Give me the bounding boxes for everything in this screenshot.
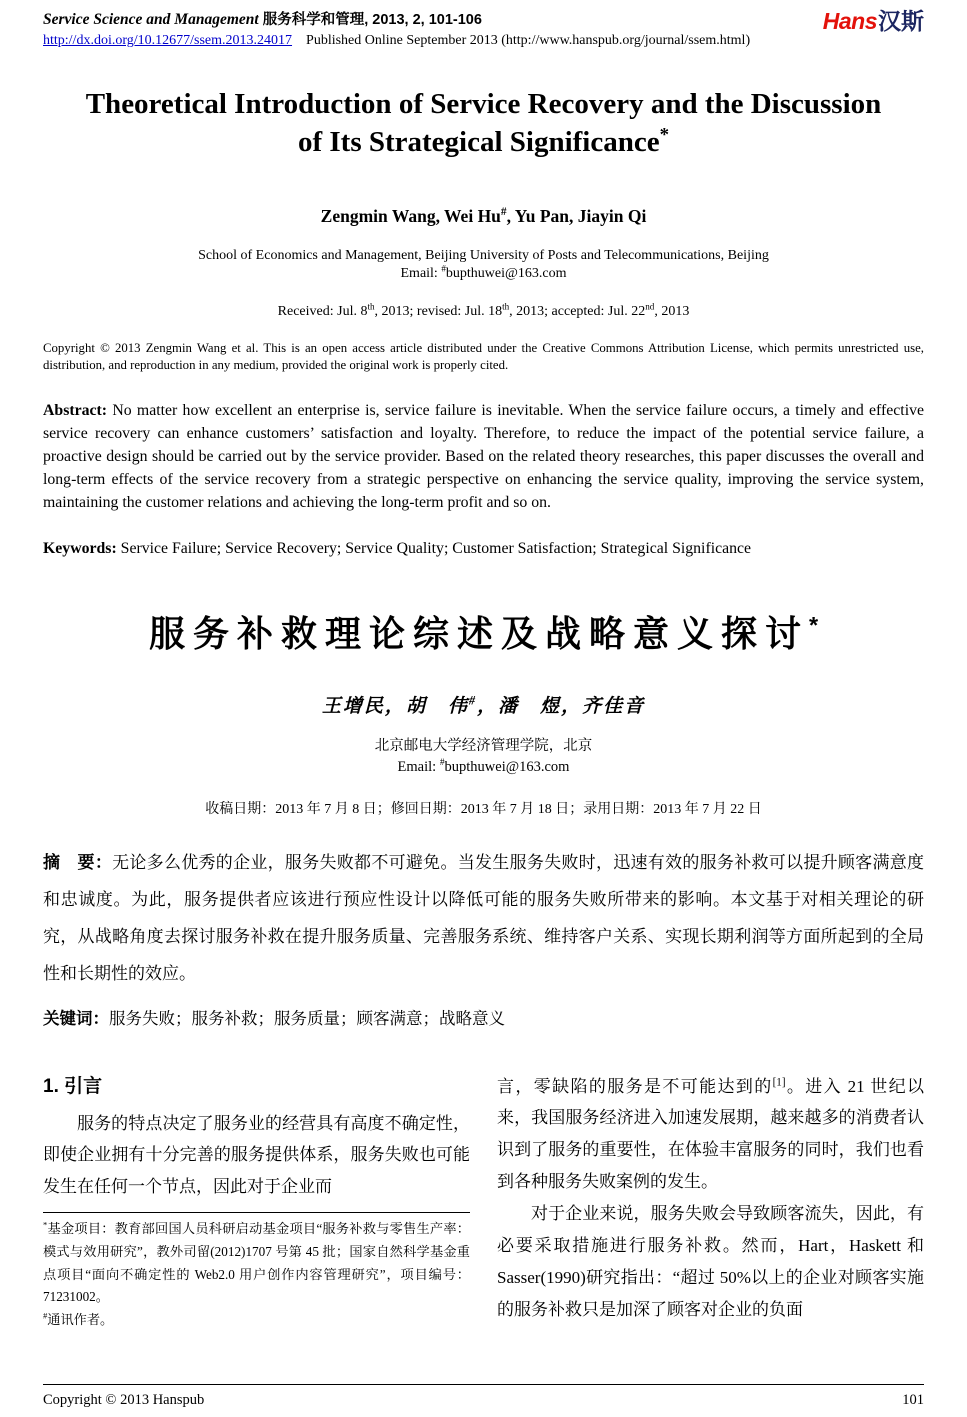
page-number: 101 [902, 1392, 924, 1408]
affiliation-zh-block [43, 736, 924, 778]
title-zh-footnote-marker: * [808, 611, 819, 638]
email-zh-label: Email: [397, 758, 440, 775]
journal-header [43, 8, 924, 49]
corresponding-author-marker-zh: # [468, 693, 478, 708]
received-ordinal1: th [367, 301, 375, 312]
received-seg3: , 2013; accepted: Jul. 22 [509, 304, 646, 320]
affiliation-zh: 北京邮电大学经济管理学院，北京 [374, 737, 593, 754]
published-info: Published Online September 2013 (http://www.hanspub.org/journal/ssem.html) [306, 33, 751, 48]
intro-paragraph-right-2: 对于企业来说，服务失败会导致顾客流失，因此，有必要采取措施进行服务补救。然而，Hart，Haskett 和 Sasser(1990)研究指出：“超过 50%以上的企业对顾客实施的服务补救只是加深了顾客对企业的负面 [497, 1204, 924, 1320]
received-ordinal3: nd [645, 301, 655, 312]
dates-zh: 收稿日期：2013 年 7 月 8 日；修回日期：2013 年 7 月 18 日；录用日期：2013 年 7 月 22 日 [205, 801, 762, 817]
hans-logo-chinese: 汉斯 [878, 8, 924, 34]
fund-footnote-text: 基金项目：教育部回国人员科研启动基金项目“服务补救与零售生产率：模式与效用研究”，教外司留(2012)1707 号第 45 批；国家自然科学基金重点项目“面向不确定性的 Web2.0 用户创作内容管理研究”，项目编号：71231002。 [43, 1221, 470, 1305]
journal-title-english: Service Science and Management [43, 11, 259, 28]
article-title-zh-text: 服务补救理论综述及战略意义探讨 [148, 612, 809, 654]
email-en-marker: # [441, 263, 446, 274]
keywords-en-label: Keywords: [43, 539, 117, 557]
article-title-en [79, 85, 889, 162]
email-en-label: Email: [400, 266, 442, 282]
email-zh-marker: # [439, 758, 445, 769]
keywords-zh-text: 服务失败；服务补救；服务质量；顾客满意；战略意义 [109, 1009, 505, 1029]
email-zh-address: bupthuwei@163.com [444, 758, 570, 775]
corresponding-footnote-text: 通讯作者。 [47, 1312, 114, 1328]
section-heading-introduction: 1. 引言 [43, 1075, 103, 1097]
journal-title-line [43, 8, 750, 29]
fund-footnote-marker: * [43, 1219, 48, 1230]
received-seg4: , 2013 [654, 304, 690, 320]
corresponding-footnote-marker: # [43, 1310, 48, 1321]
email-zh [43, 757, 924, 778]
intro-right1-seg1: 言，零缺陷的服务是不可能达到的 [497, 1076, 773, 1096]
abstract-zh-block [43, 844, 924, 992]
abstract-zh-text: 无论多么优秀的企业，服务失败都不可避免。当发生服务失败时，迅速有效的服务补救可以提升顾客满意度和忠诚度。为此，服务提供者应该进行预应性设计以降低可能的服务失败所带来的影响。本文基于对相关理论的研究，从战略角度去探讨服务补救在提升服务质量、完善服务系统、维持客户关系、实现长期利润等方面所起到的全局性和长期性的效应。 [43, 852, 925, 984]
received-seg2: , 2013; revised: Jul. 18 [374, 304, 503, 320]
footnote-block [43, 1212, 470, 1332]
footnote-divider [43, 1212, 470, 1213]
hanspub-logo [823, 10, 924, 33]
hans-logo-text: Hans [822, 8, 877, 34]
authors-zh-part2: ，潘 煜，齐佳音 [477, 695, 646, 717]
right-column [497, 1071, 924, 1332]
keywords-zh-label: 关键词： [43, 1010, 109, 1029]
intro-right1-seg2: 。进入 21 世纪以来，我国服务经济进入加速发展期，越来越多的消费者认识到了服务的重要性，在体验丰富服务的同时，我们也看到各种服务失败案例的发生。 [497, 1076, 925, 1192]
article-title-en-text: Theoretical Introduction of Service Recovery and the Discussion of Its Strategical Significance [85, 88, 882, 159]
corresponding-author-footnote [43, 1309, 470, 1332]
article-title-zh [43, 606, 924, 657]
authors-en-part1: Zengmin Wang, Wei Hu [320, 205, 501, 226]
affiliation-en: School of Economics and Management, Beijing University of Posts and Telecommunications, Beijing [198, 247, 769, 263]
authors-en-part2: , Yu Pan, Jiayin Qi [506, 205, 647, 226]
left-column [43, 1071, 470, 1332]
keywords-en-text: Service Failure; Service Recovery; Service Quality; Customer Satisfaction; Strategical Significance [116, 539, 752, 557]
footer-copyright: Copyright © 2013 Hanspub [43, 1392, 205, 1408]
intro-paragraph-left: 服务的特点决定了服务业的经营具有高度不确定性，即使企业拥有十分完善的服务提供体系，服务失败也可能发生在任何一个节点，因此对于企业而 [43, 1113, 470, 1197]
copyright-notice: Copyright © 2013 Zengmin Wang et al. This is an open access article distributed under the Creative Commons Attribution License, which permits unrestricted use, distribution, and reproduction in any medium, provided the original work is properly cited. [43, 341, 924, 373]
page-footer [43, 1384, 924, 1409]
abstract-en-block [43, 399, 924, 515]
received-seg1: Received: Jul. 8 [277, 304, 368, 320]
email-en-address: bupthuwei@163.com [445, 266, 567, 282]
intro-paragraph-right-1 [497, 1071, 924, 1199]
corresponding-author-marker: # [500, 205, 507, 218]
body-columns [43, 1071, 924, 1332]
keywords-en-block [43, 537, 924, 560]
authors-zh [43, 691, 924, 718]
title-footnote-marker: * [659, 124, 670, 146]
journal-info [43, 8, 750, 49]
doi-line [43, 33, 750, 49]
received-dates [43, 301, 924, 320]
email-en [43, 265, 924, 284]
fund-footnote [43, 1218, 470, 1309]
citation-marker-1: [1] [772, 1075, 786, 1088]
journal-title-chinese: 服务科学和管理, 2013, 2, 101-106 [258, 12, 482, 28]
abstract-en-label: Abstract: [43, 401, 108, 419]
affiliation-en-block [43, 247, 924, 285]
authors-en [43, 206, 924, 227]
authors-zh-part1: 王增民，胡 伟 [321, 695, 469, 717]
abstract-zh-label: 摘 要： [43, 852, 113, 872]
abstract-en-text: No matter how excellent an enterprise is, service failure is inevitable. When the service failure occurs, a timely and effective service recovery can enhance customers’ satisfaction and loyalty. Therefore, to reduce the impact of the potential service failure, a proactive design should be carried out by the service provider. Based on the related theory researches, this paper discusses the overall and long-term effects of the service recovery from a strategic perspective on enhancing the service quality, improving the service system, maintaining the customer relations and achieving the long-term profit and so on. [43, 401, 924, 512]
received-ordinal2: th [502, 301, 510, 312]
doi-link[interactable]: http://dx.doi.org/10.12677/ssem.2013.24017 [43, 33, 293, 48]
keywords-zh-block [43, 1006, 924, 1032]
